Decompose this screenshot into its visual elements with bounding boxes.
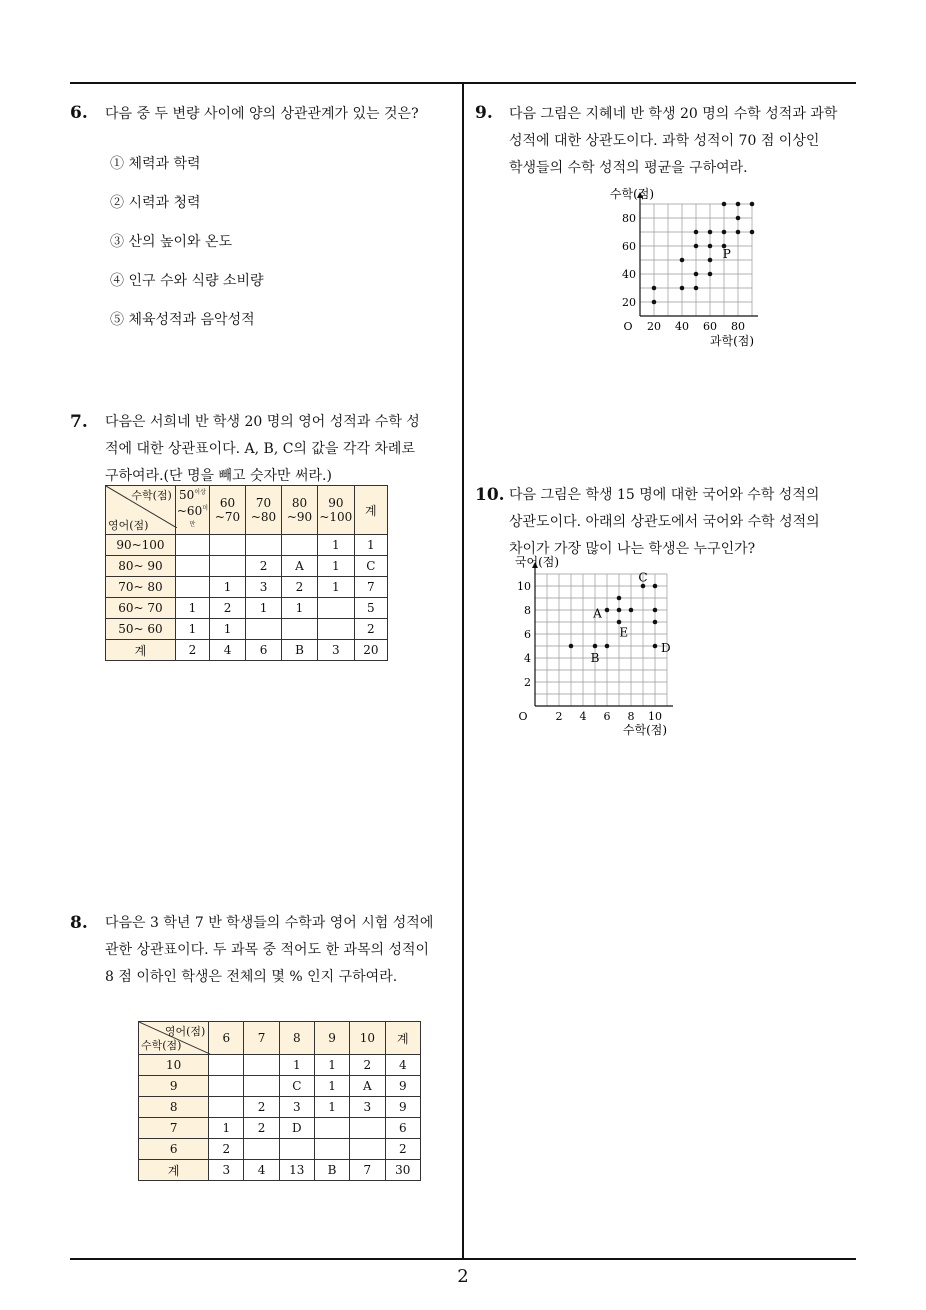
y-axis-label: 수학(점) <box>609 187 655 201</box>
q10-line-2: 상관도이다. 아래의 상관도에서 국어와 수학 성적의 <box>509 514 820 530</box>
x-tick-label: 8 <box>627 710 635 723</box>
table-row: 8 2 3 1 3 9 <box>139 1097 421 1118</box>
scatter-point <box>653 644 658 649</box>
q8-row-label: 10 <box>139 1055 209 1076</box>
origin-label: O <box>623 320 633 333</box>
scatter-point <box>605 644 610 649</box>
q7-row-label: 80~ 90 <box>106 556 176 577</box>
point-label: A <box>593 606 602 621</box>
y-tick-label: 20 <box>622 296 636 309</box>
q7-col-header: 80 ~90 <box>282 486 318 535</box>
scatter-point <box>605 608 610 613</box>
y-axis-label: 국어(점) <box>514 555 560 569</box>
q7-line-2: 적에 대한 상관표이다. A, B, C의 값을 각각 차례로 <box>105 441 415 457</box>
q7-corner-bottom: 영어(점) <box>108 519 149 532</box>
bottom-rule <box>70 1258 856 1260</box>
scatter-point <box>694 286 699 291</box>
q7-col-header-total: 계 <box>354 486 387 535</box>
scatter-point <box>617 620 622 625</box>
q7-row-label: 90~100 <box>106 535 176 556</box>
x-axis-label: 수학(점) <box>622 723 668 737</box>
scatter-point <box>680 258 685 263</box>
point-label: P <box>722 247 731 261</box>
point-label: B <box>590 650 600 665</box>
scatter-point <box>653 584 658 589</box>
q8-correlation-table <box>138 1021 421 1181</box>
q7-number: 7. <box>70 412 88 432</box>
scatter-point <box>722 202 727 207</box>
q8-row-label-total: 계 <box>139 1160 209 1181</box>
q9-number: 9. <box>475 103 493 123</box>
q7-col-header: $50^{이상}$ $\sim 60^{미만}$ <box>175 486 209 535</box>
scatter-point <box>736 230 741 235</box>
q8-row-label: 6 <box>139 1139 209 1160</box>
q6-number: 6. <box>70 103 88 123</box>
q8-corner-cell <box>139 1022 209 1055</box>
q7-row-label: 70~ 80 <box>106 577 176 598</box>
q8-row-label: 7 <box>139 1118 209 1139</box>
q8-corner-top: 영어(점) <box>164 1025 206 1038</box>
q7-line-3: 구하여라.(단 명을 빼고 숫자만 써라.) <box>105 468 332 484</box>
table-row: 80~ 90 2 A 1 C <box>106 556 388 577</box>
q7-line-1: 다음은 서희네 반 학생 20 명의 영어 성적과 수학 성 <box>105 414 420 430</box>
q8-col-header: 6 <box>209 1022 244 1055</box>
q8-row-label: 8 <box>139 1097 209 1118</box>
scatter-point <box>653 608 658 613</box>
table-row: 70~ 80 1 3 2 1 7 <box>106 577 388 598</box>
scatter-point <box>629 608 634 613</box>
q6-option-1: ① 체력과 학력 <box>110 156 201 172</box>
scatter-point <box>653 620 658 625</box>
scatter-point <box>652 286 657 291</box>
q7-row-label-total: 계 <box>106 640 176 661</box>
q8-line-3: 8 점 이하인 학생은 전체의 몇 % 인지 구하여라. <box>105 969 398 985</box>
q6-option-4: ④ 인구 수와 식량 소비량 <box>110 273 264 289</box>
q9-line-3: 학생들의 수학 성적의 평균을 구하여라. <box>509 160 748 176</box>
q8-col-header: 9 <box>314 1022 349 1055</box>
scatter-point <box>652 300 657 305</box>
q7-col-header: 60 ~70 <box>210 486 246 535</box>
table-row: 9 C 1 A 9 <box>139 1076 421 1097</box>
point-label: C <box>638 570 648 585</box>
y-tick-label: 8 <box>524 604 531 617</box>
q7-text <box>105 409 420 490</box>
q7-corner-cell <box>106 486 176 535</box>
q7-sup-above: 이상 <box>194 489 206 496</box>
scatter-point <box>736 202 741 207</box>
table-row: 계 3 4 13 B 7 30 <box>139 1160 421 1181</box>
scatter-point <box>750 202 755 207</box>
y-tick-label: 6 <box>524 628 531 641</box>
x-tick-label: 40 <box>675 320 689 333</box>
y-tick-label: 60 <box>622 240 636 253</box>
q10-scatter-chart <box>505 552 695 744</box>
q8-corner-bottom: 수학(점) <box>141 1039 182 1052</box>
q7-row-label: 60~ 70 <box>106 598 176 619</box>
table-row: 7 1 2 D 6 <box>139 1118 421 1139</box>
q8-number: 8. <box>70 913 88 933</box>
q8-row-label: 9 <box>139 1076 209 1097</box>
scatter-point <box>593 644 598 649</box>
x-tick-label: 80 <box>731 320 745 333</box>
q6-text: 다음 중 두 변량 사이에 양의 상관관계가 있는 것은? <box>105 106 419 122</box>
table-row: 90~100 1 1 <box>106 535 388 556</box>
x-tick-label: 6 <box>603 710 611 723</box>
q10-number: 10. <box>475 485 505 505</box>
q7-corner-top: 수학(점) <box>131 489 172 502</box>
q7-sup-below: 미만 <box>189 505 208 528</box>
x-tick-label: 60 <box>703 320 717 333</box>
table-row: 계 2 4 6 B 3 20 <box>106 640 388 661</box>
table-row: 6 2 2 <box>139 1139 421 1160</box>
table-row: 10 1 1 2 4 <box>139 1055 421 1076</box>
q8-col-header-total: 계 <box>385 1022 420 1055</box>
scatter-point <box>708 272 713 277</box>
scatter-point <box>694 230 699 235</box>
q8-line-1: 다음은 3 학년 7 반 학생들의 수학과 영어 시험 성적에 <box>105 915 434 931</box>
scatter-point <box>708 244 713 249</box>
scatter-point <box>694 272 699 277</box>
q10-line-1: 다음 그림은 학생 15 명에 대한 국어와 수학 성적의 <box>509 487 820 503</box>
q9-line-2: 성적에 대한 상관도이다. 과학 성적이 70 점 이상인 <box>509 133 820 149</box>
origin-label: O <box>518 710 528 723</box>
scatter-point <box>708 230 713 235</box>
q6-option-3: ③ 산의 높이와 온도 <box>110 234 233 250</box>
x-tick-label: 10 <box>648 710 662 723</box>
q8-col-header: 8 <box>279 1022 314 1055</box>
q8-col-header: 10 <box>350 1022 385 1055</box>
q6-option-2: ② 시력과 청력 <box>110 195 201 211</box>
x-tick-label: 4 <box>579 710 587 723</box>
scatter-point <box>694 244 699 249</box>
q7-col-header: 70 ~80 <box>246 486 282 535</box>
q8-col-header: 7 <box>244 1022 279 1055</box>
y-tick-label: 10 <box>517 580 531 593</box>
x-axis-label: 과학(점) <box>709 334 755 348</box>
scatter-point <box>736 216 741 221</box>
y-tick-label: 80 <box>622 212 636 225</box>
point-label: E <box>619 625 629 640</box>
q7-row-label: 50~ 60 <box>106 619 176 640</box>
q8-text <box>105 910 433 991</box>
page-number: 2 <box>457 1266 469 1287</box>
scatter-point <box>617 608 622 613</box>
table-row: 50~ 60 1 1 2 <box>106 619 388 640</box>
q9-scatter-chart <box>600 182 780 354</box>
scatter-point <box>708 258 713 263</box>
scatter-point <box>617 596 622 601</box>
y-tick-label: 40 <box>622 268 636 281</box>
y-tick-label: 2 <box>524 676 531 689</box>
q7-correlation-table <box>105 485 388 661</box>
column-divider <box>462 82 464 1259</box>
scatter-point <box>680 286 685 291</box>
q6-option-5: ⑤ 체육성적과 음악성적 <box>110 312 255 328</box>
q10-text <box>509 482 820 563</box>
point-label: D <box>660 641 671 656</box>
q8-line-2: 관한 상관표이다. 두 과목 중 적어도 한 과목의 성적이 <box>105 942 430 958</box>
q7-col-header: 90 ~100 <box>317 486 354 535</box>
scatter-point <box>750 230 755 235</box>
q9-line-1: 다음 그림은 지혜네 반 학생 20 명의 수학 성적과 과학 <box>509 106 838 122</box>
x-tick-label: 2 <box>555 710 563 723</box>
y-tick-label: 4 <box>524 652 531 665</box>
table-row: 60~ 70 1 2 1 1 5 <box>106 598 388 619</box>
q10-line-3: 차이가 가장 많이 나는 학생은 누구인가? <box>509 541 756 557</box>
scatter-point <box>569 644 574 649</box>
q9-text <box>509 101 837 182</box>
scatter-point <box>722 230 727 235</box>
x-tick-label: 20 <box>647 320 661 333</box>
